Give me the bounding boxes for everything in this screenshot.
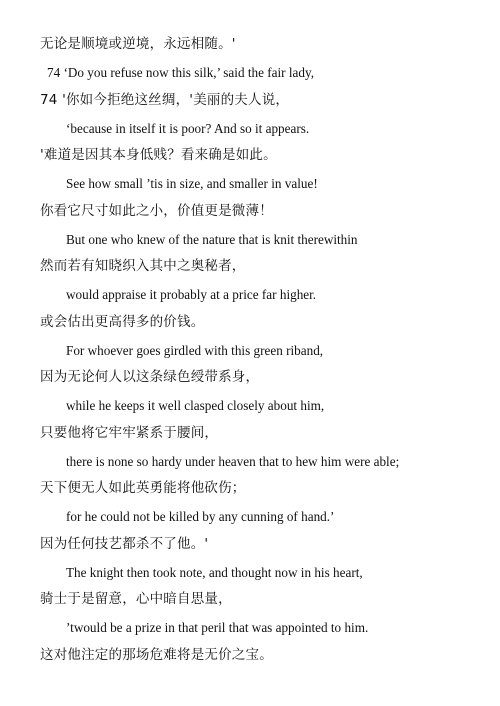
english-line: But one who knew of the nature that is knit therewithin [66,232,358,247]
english-line: while he keeps it well clasped closely about him, [66,398,325,413]
chinese-line: 因为无论何人以这条绿色绶带系身， [40,369,260,385]
english-line: The knight then took note, and thought now in his heart, [66,565,363,580]
chinese-line-numbered: 74 '你如今拒绝这丝绸，'美丽的夫人说， [40,92,290,108]
chinese-line: 然而若有知晓织入其中之奥秘者， [40,258,246,274]
chinese-line: 天下便无人如此英勇能将他砍伤； [40,480,246,496]
english-line: would appraise it probably at a price far higher. [66,287,317,302]
chinese-line: 因为任何技艺都杀不了他。' [40,536,209,552]
english-line: For whoever goes girdled with this green riband, [66,343,324,358]
chinese-line: 或会估出更高得多的价钱。 [40,314,205,330]
chinese-line: 这对他注定的那场危难将是无价之宝。 [40,647,273,663]
english-line: ‘because in itself it is poor? And so it appears. [66,121,310,136]
english-line: there is none so hardy under heaven that to hew him were able; [66,454,400,469]
english-line: ’twould be a prize in that peril that was appointed to him. [66,620,369,635]
chinese-line: 只要他将它牢牢紧系于腰间， [40,425,219,441]
english-line: for he could not be killed by any cunning of hand.’ [66,509,335,524]
chinese-line: 骑士于是留意，心中暗自思量， [40,591,232,607]
chinese-line: 你看它尺寸如此之小，价值更是微薄！ [40,203,273,219]
chinese-line: '难道是因其本身低贱？看来确是如此。 [40,147,277,163]
english-line-numbered: 74 ‘Do you refuse now this silk,’ said the fair lady, [47,65,314,80]
english-line: See how small ’tis in size, and smaller in value! [66,176,318,191]
chinese-line: 无论是顺境或逆境，永远相随。' [40,36,236,52]
